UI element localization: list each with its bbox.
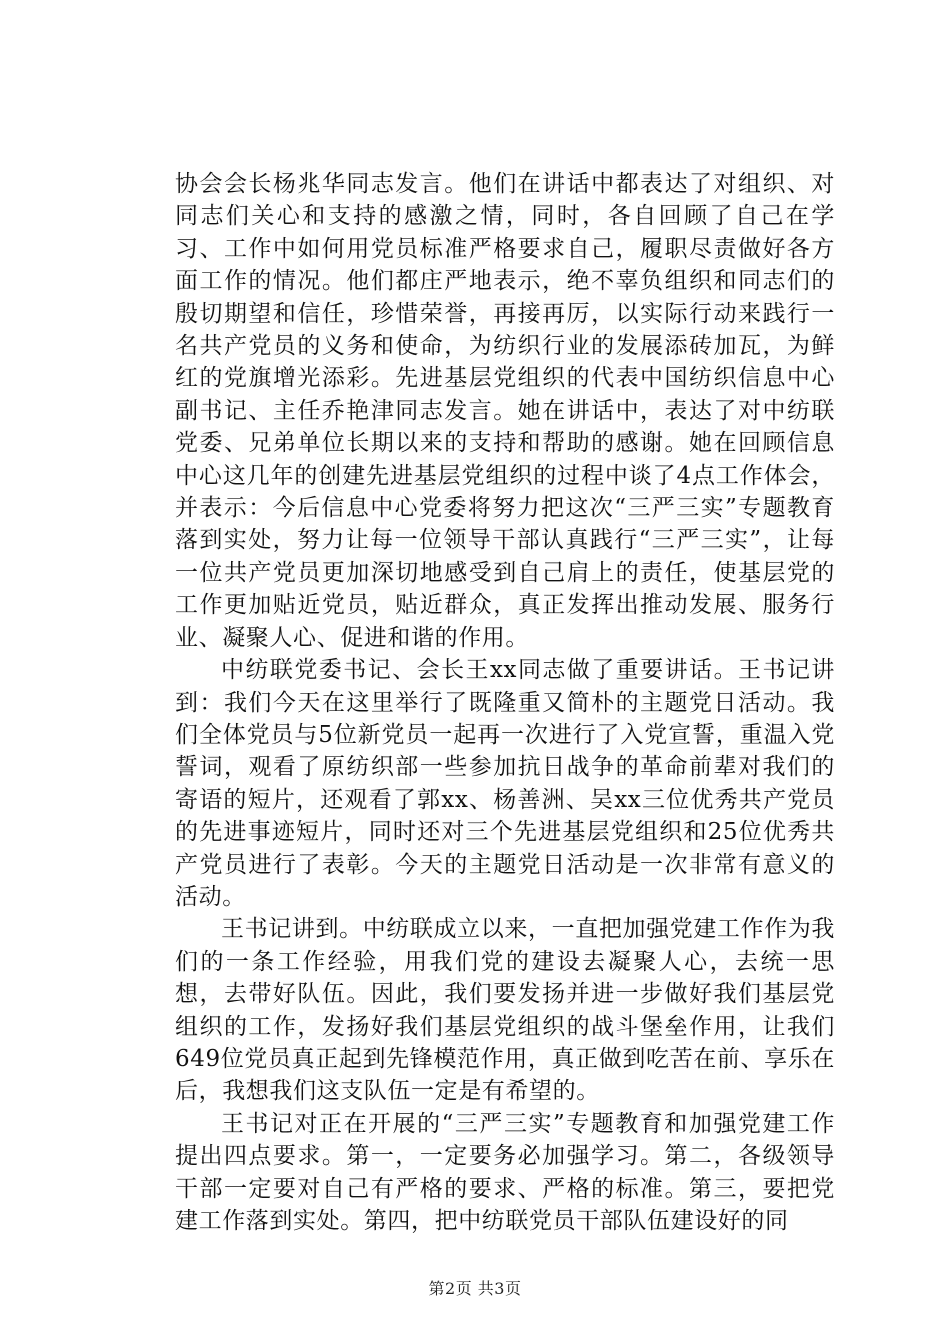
paragraph-1: 协会会长杨兆华同志发言。他们在讲话中都表达了对组织、对同志们关心和支持的感激之情，同时，各自回顾了自己在学习、工作中如何用党员标准严格要求自己，履职尽责做好各方面工作的情况。他们都庄严地表示，绝不辜负组织和同志们的殷切期望和信任，珍惜荣誉，再接再厉，以实际行动来践行一名共产党员的义务和使命，为纺织行业的发展添砖加瓦，为鲜红的党旗增光添彩。先进基层党组织的代表中国纺织信息中心副书记、主任乔艳津同志发言。她在讲话中，表达了对中纺联党委、兄弟单位长期以来的支持和帮助的感谢。她在回顾信息中心这几年的创建先进基层党组织的过程中谈了4点工作体会，并表示：今后信息中心党委将努力把这次“三严三实”专题教育落到实处，努力让每一位领导干部认真践行“三严三实”，让每一位共产党员更加深切地感受到自己肩上的责任，使基层党的工作更加贴近党员，贴近群众，真正发挥出推动发展、服务行业、凝聚人心、促进和谐的作用。: [175, 171, 835, 651]
paragraph-4: 王书记对正在开展的“三严三实”专题教育和加强党建工作提出四点要求。第一，一定要务必加强学习。第二，各级领导干部一定要对自己有严格的要求、严格的标准。第三，要把党建工作落到实处。第四，把中纺联党员干部队伍建设好的同: [175, 1110, 835, 1234]
paragraph-3: 王书记讲到。中纺联成立以来，一直把加强党建工作作为我们的一条工作经验，用我们党的建设去凝聚人心，去统一思想，去带好队伍。因此，我们要发扬并进一步做好我们基层党组织的工作，发扬好我们基层党组织的战斗堡垒作用，让我们649位党员真正起到先锋模范作用，真正做到吃苦在前、享乐在后，我想我们这支队伍一定是有希望的。: [175, 916, 835, 1105]
paragraph-2: 中纺联党委书记、会长王xx同志做了重要讲话。王书记讲到：我们今天在这里举行了既隆重又简朴的主题党日活动。我们全体党员与5位新党员一起再一次进行了入党宣誓，重温入党誓词，观看了原纺织部一些参加抗日战争的革命前辈对我们的寄语的短片，还观看了郭xx、杨善洲、吴xx三位优秀共产党员的先进事迹短片，同时还对三个先进基层党组织和25位优秀共产党员进行了表彰。今天的主题党日活动是一次非常有意义的活动。: [175, 657, 835, 910]
document-body: [175, 168, 835, 1237]
page-footer: 第2页 共3页: [428, 1279, 522, 1298]
